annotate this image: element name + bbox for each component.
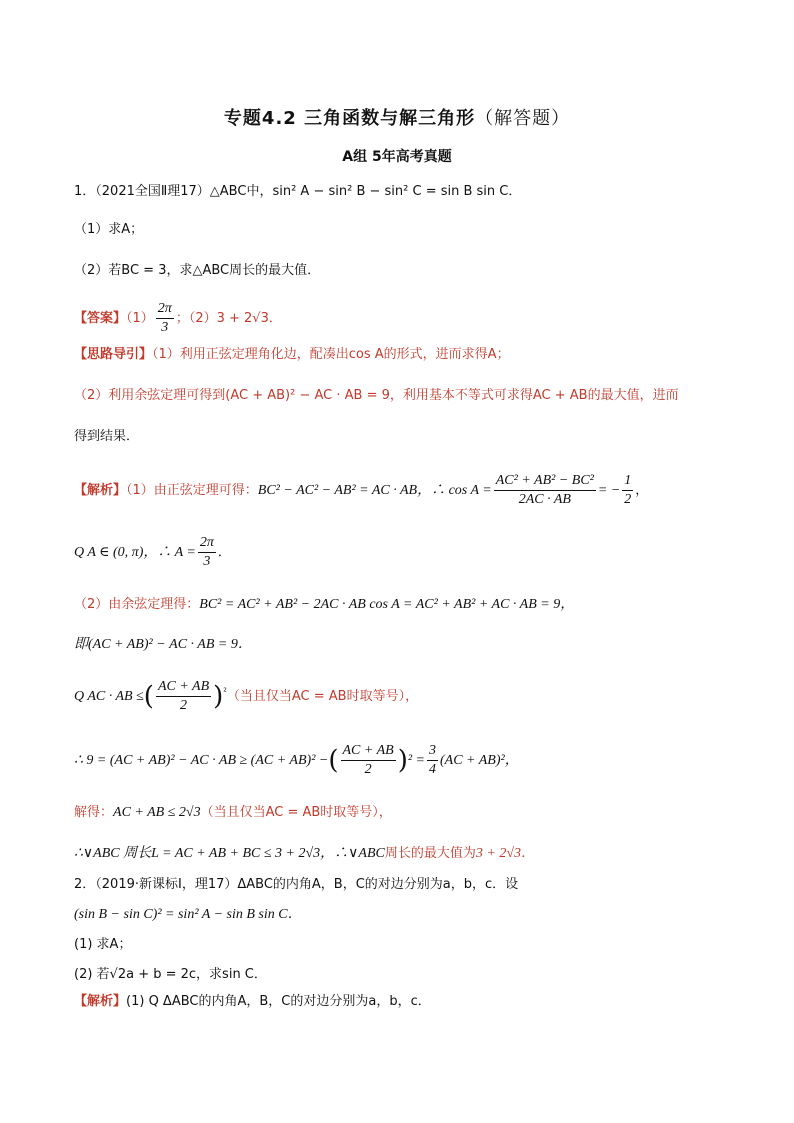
problem-1-answer: 【答案】（1） $\frac{2\pi}{3}$ ；（2）3 + 2√3．: [74, 301, 282, 335]
problem-1-solution-line-7: 解得：AC + AB ≤ 2√3（当且仅当AC = AB时取等号），: [74, 805, 392, 820]
problem-2-condition: (sin B − sin C)² = sin² A − sin B sin C．: [74, 907, 302, 922]
hint-label: 【思路导引】: [74, 347, 153, 362]
section-subtitle: A组 5年高考真题: [342, 149, 452, 165]
problem-2-intro: 2．（2019·新课标Ⅰ，理17）ΔABC的内角A，B，C的对边分别为a，b，c．设: [74, 877, 519, 892]
solution-label: 【解析】: [74, 994, 127, 1009]
problem-1-solution-line-2: Q A ∈ (0, π)，∴ A = $\frac{2\pi}{3}$ ．: [74, 535, 231, 569]
problem-1-hint: 【思路导引】（1）利用正弦定理角化边，配凑出cos A的形式，进而求得A；: [74, 347, 510, 362]
problem-1-hint-line-2: （2）利用余弦定理可得到(AC + AB)² − AC · AB = 9，利用基本不等式可求得AC + AB的最大值，进而: [74, 388, 679, 403]
problem-2-question-2: (2) 若√2a + b = 2c，求sin C．: [74, 967, 267, 982]
problem-1-solution-line-1: 【解析】（1）由正弦定理可得：BC² − AC² − AB² = AC · AB，∴ cos A = $\frac{\text{AC² + AB² − BC²}}{2AC \cdot AB}$ = − $\frac{1}{2}$ ，: [74, 473, 649, 507]
problem-1-solution-line-3: （2）由余弦定理得：BC² = AC² + AB² − 2AC · AB cos A = AC² + AB² + AC · AB = 9，: [74, 597, 575, 612]
problem-1-solution-line-8: ∴∨ABC 周长L = AC + AB + BC ≤ 3 + 2√3，∴∨ABC周长的最大值为3 + 2√3．: [74, 846, 536, 861]
problem-1-question-1: （1）求A；: [74, 222, 144, 237]
solution-label: 【解析】: [74, 483, 127, 498]
problem-1-solution-line-5: Q AC · AB ≤( $\frac{AC + AB}{2}$ )$^{^2}$（当且仅当AC = AB时取等号），: [74, 679, 419, 713]
problem-1-intro: 1．（2021全国Ⅱ理17）△ABC中，sin² A − sin² B − sin² C = sin B sin C．: [74, 184, 522, 199]
problem-2-question-1: (1) 求A；: [74, 937, 132, 952]
problem-1-solution-line-6: ∴ 9 = (AC + AB)² − AC · AB ≥ (AC + AB)² −( $\frac{AC + AB}{2}$ )² = $\frac{3}{4}$ (AC + AB)²，: [74, 743, 519, 777]
problem-1-solution-line-4: 即(AC + AB)² − AC · AB = 9．: [74, 637, 252, 652]
problem-1-question-2: （2）若BC = 3，求△ABC周长的最大值．: [74, 263, 321, 278]
answer-label: 【答案】: [74, 311, 127, 326]
page-title: 专题4.2 三角函数与解三角形（解答题）: [223, 108, 571, 129]
problem-2-solution: 【解析】(1) Q ΔABC的内角A，B，C的对边分别为a，b，c．: [74, 994, 431, 1009]
problem-1-hint-line-3: 得到结果．: [74, 429, 140, 444]
